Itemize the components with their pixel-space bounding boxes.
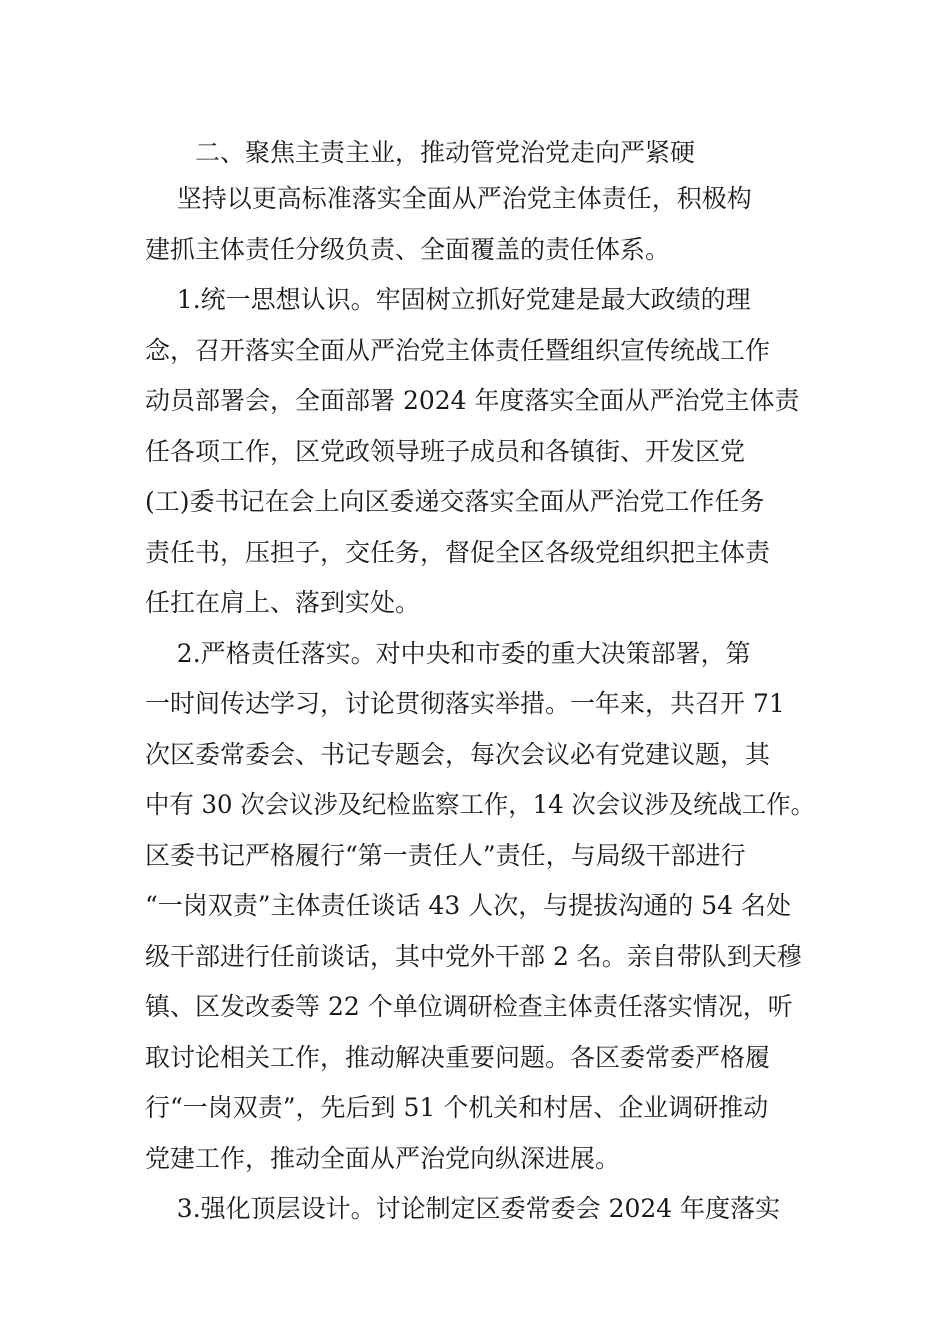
text-line: 级干部进行任前谈话，其中党外干部 2 名。亲自带队到天穆 (145, 941, 802, 971)
body-text (145, 174, 815, 1235)
text-line: (工)委书记在会上向区委递交落实全面从严治党工作任务 (145, 487, 765, 516)
text-line: 镇、区发改委等 22 个单位调研检查主体责任落实情况，听 (145, 992, 793, 1021)
text-line: 1.统一思想认识。牢固树立抓好党建是最大政绩的理 (145, 285, 751, 314)
text-line: 3.强化顶层设计。讨论制定区委常委会 2024 年度落实 (145, 1194, 781, 1223)
text-line: 责任书，压担子，交任务，督促全区各级党组织把主体责 (145, 537, 771, 567)
text-line: 动员部署会，全面部署 2024 年度落实全面从严治党主体责 (145, 386, 800, 415)
text-line: 坚持以更高标准落实全面从严治党主体责任，积极构 (145, 184, 752, 213)
text-line: 建抓主体责任分级负责、全面覆盖的责任体系。 (145, 234, 671, 264)
text-line: 一时间传达学习，讨论贯彻落实举措。一年来，共召开 71 (145, 689, 785, 718)
text-line: 行“一岗双责”，先后到 51 个机关和村居、企业调研推动 (145, 1093, 769, 1122)
text-line: 2.严格责任落实。对中央和市委的重大决策部署，第 (145, 638, 751, 668)
text-line: 任各项工作，区党政领导班子成员和各镇街、开发区党 (145, 436, 746, 466)
text-line: 党建工作，推动全面从严治党向纵深进展。 (145, 1143, 621, 1173)
text-line: 次区委常委会、书记专题会，每次会议必有党建议题，其 (145, 739, 771, 769)
text-line: 取讨论相关工作，推动解决重要问题。各区委常委严格履 (145, 1042, 771, 1072)
text-line: 中有 30 次会议涉及纪检监察工作，14 次会议涉及统战工作。 (145, 790, 816, 819)
text-line: 念，召开落实全面从严治党主体责任暨组织宣传统战工作 (145, 335, 771, 365)
text-line: 区委书记严格履行“第一责任人”责任，与局级干部进行 (145, 840, 746, 870)
text-line: “一岗双责”主体责任谈话 43 人次，与提拔沟通的 54 名处 (145, 891, 791, 920)
section-heading: 二、聚焦主责主业，推动管党治党走向严紧硬 (195, 138, 696, 167)
text-line: 任扛在肩上、落到实处。 (145, 588, 421, 617)
